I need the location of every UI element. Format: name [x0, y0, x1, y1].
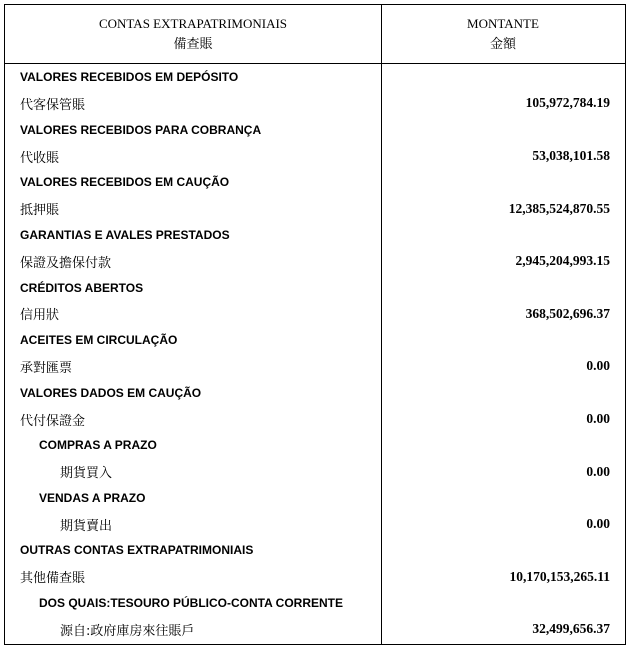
section-label: VALORES RECEBIDOS EM DEPÓSITO	[20, 70, 239, 85]
section-heading-row	[5, 380, 625, 406]
table-row	[5, 406, 625, 432]
section-heading-row	[5, 117, 625, 143]
section-label: VALORES RECEBIDOS EM CAUÇÃO	[20, 175, 230, 190]
table-row	[5, 564, 625, 590]
section-label: ACEITES EM CIRCULAÇÃO	[20, 333, 178, 348]
amount-value: 0.00	[586, 411, 610, 426]
table-row	[5, 248, 625, 274]
account-label: 信用狀	[20, 308, 60, 324]
section-heading-row	[5, 327, 625, 353]
table-row	[5, 195, 625, 221]
header-account-pt: CONTAS EXTRAPATRIMONIAIS	[98, 16, 288, 31]
amount-value: 0.00	[586, 358, 610, 374]
table-header	[5, 5, 625, 64]
table-row	[5, 353, 625, 379]
section-label: VALORES RECEBIDOS PARA COBRANÇA	[20, 122, 262, 137]
section-heading-row	[5, 274, 625, 300]
header-amount-zh: 金額	[489, 37, 516, 52]
header-amount-column	[381, 5, 625, 63]
amount-value: 10,170,153,265.11	[509, 568, 610, 584]
table-row	[5, 90, 625, 116]
amount-value: 368,502,696.37	[525, 305, 610, 321]
amount-value: 53,038,101.58	[532, 148, 610, 164]
header-account-zh: 備查賬	[173, 37, 213, 52]
section-heading-row	[5, 537, 625, 563]
section-heading-row	[5, 590, 625, 616]
account-label: 代付保證金	[20, 413, 86, 429]
section-heading-row	[5, 222, 625, 248]
section-label: OUTRAS CONTAS EXTRAPATRIMONIAIS	[20, 543, 254, 558]
section-heading-row	[5, 169, 625, 195]
section-label: CRÉDITOS ABERTOS	[20, 280, 144, 295]
section-heading-row	[5, 64, 625, 90]
amount-value: 32,499,656.37	[532, 621, 610, 637]
account-label: 抵押賬	[20, 203, 60, 219]
account-label: 其他備查賬	[20, 571, 86, 587]
table-body	[5, 64, 625, 643]
amount-value: 2,945,204,993.15	[515, 253, 610, 269]
header-account-column	[5, 5, 381, 63]
table-row	[5, 143, 625, 169]
table-row	[5, 458, 625, 484]
amount-value: 12,385,524,870.55	[508, 200, 610, 216]
section-heading-row	[5, 432, 625, 458]
account-label: 承對匯票	[20, 360, 73, 376]
account-label: 源自:政府庫房來往賬戶	[60, 623, 195, 639]
header-amount-pt: MONTANTE	[467, 16, 539, 31]
section-heading-row	[5, 485, 625, 511]
amount-value: 0.00	[586, 516, 610, 532]
account-label: 期貨買入	[60, 466, 113, 482]
section-label: GARANTIAS E AVALES PRESTADOS	[20, 227, 230, 242]
account-label: 期貨賣出	[60, 518, 113, 534]
amount-value: 105,972,784.19	[525, 95, 610, 111]
section-label: DOS QUAIS:TESOURO PÚBLICO-CONTA CORRENTE	[39, 596, 344, 611]
table-row	[5, 616, 625, 642]
table-row	[5, 301, 625, 327]
account-label: 保證及擔保付款	[20, 255, 112, 271]
section-label: COMPRAS A PRAZO	[39, 438, 157, 453]
table-row	[5, 511, 625, 537]
section-label: VALORES DADOS EM CAUÇÃO	[20, 385, 202, 400]
account-label: 代收賬	[20, 150, 60, 166]
section-label: VENDAS A PRAZO	[39, 490, 146, 505]
amount-value: 0.00	[586, 463, 610, 479]
off-balance-sheet-table	[4, 4, 626, 645]
account-label: 代客保管賬	[20, 97, 86, 113]
